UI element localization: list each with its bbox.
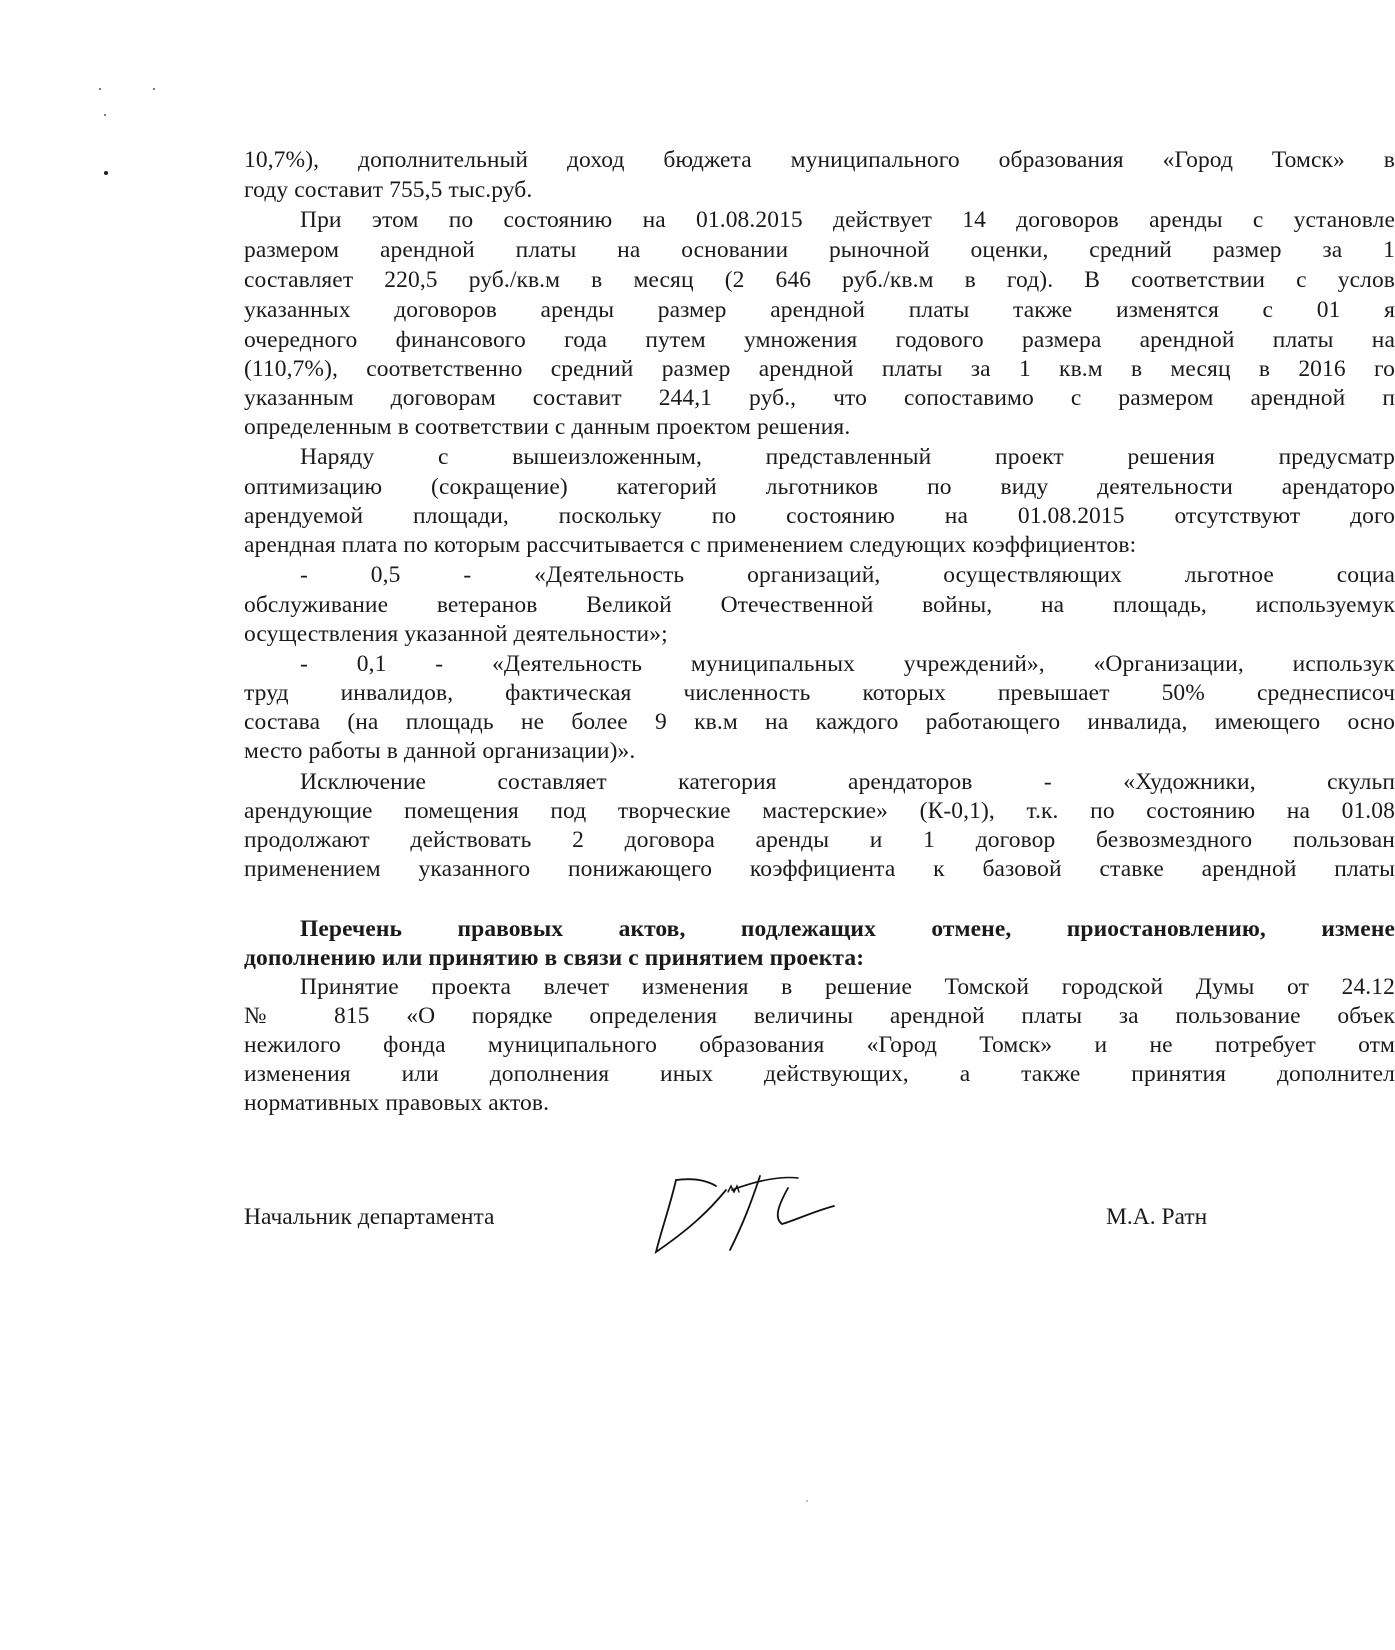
paragraph-line: оптимизацию (сокращение) категорий льготников по виду деятельности арендаторо [244,474,1395,500]
scan-speck [99,88,101,90]
scan-speck [153,88,155,90]
section-heading: Перечень правовых актов, подлежащих отмене, приостановлению, измене [300,916,1395,942]
paragraph-line: Наряду с вышеизложенным, представленный проект решения предусматр [300,444,1395,470]
handwritten-signature [648,1166,838,1258]
list-item-line: - 0,5 - «Деятельность организаций, осуществляющих льготное социа [300,562,1395,588]
paragraph-line: применением указанного понижающего коэффициента к базовой ставке арендной платы [244,856,1395,882]
scan-speck [104,114,106,116]
paragraph-line: № 815 «О порядке определения величины арендной платы за пользование объек [244,1003,1395,1029]
paragraph-line: изменения или дополнения иных действующих, а также принятия дополнител [244,1061,1395,1087]
list-item-line: обслуживание ветеранов Великой Отечественной войны, на площадь, используемук [244,592,1395,618]
paragraph-line: очередного финансового года путем умножения годового размера арендной платы на [244,327,1395,353]
paragraph-line: году составит 755,5 тыс.руб. [244,177,533,203]
list-item-line: место работы в данной организации)». [244,738,636,764]
paragraph-line: Исключение составляет категория арендаторов - «Художники, скульп [300,769,1395,795]
paragraph-line: (110,7%), соответственно средний размер арендной платы за 1 кв.м в месяц в 2016 го [244,356,1395,382]
paragraph-line: продолжают действовать 2 договора аренды и 1 договор безвозмездного пользован [244,827,1395,853]
list-item-line: осуществления указанной деятельности»; [244,621,668,647]
list-item-line: - 0,1 - «Деятельность муниципальных учреждений», «Организации, использук [300,651,1395,677]
paragraph-line: Принятие проекта влечет изменения в решение Томской городской Думы от 24.12 [300,974,1395,1000]
list-item-line: состава (на площадь не более 9 кв.м на каждого работающего инвалида, имеющего осно [244,709,1395,735]
list-item-line: труд инвалидов, фактическая численность которых превышает 50% среднесписоч [244,680,1395,706]
paragraph-line: указанным договорам составит 244,1 руб., что сопоставимо с размером арендной п [244,385,1395,411]
paragraph-line: арендуемой площади, поскольку по состоянию на 01.08.2015 отсутствуют дого [244,503,1395,529]
scan-speck [806,1500,808,1502]
signatory-name: М.А. Ратн [1106,1204,1208,1230]
paragraph-line: составляет 220,5 руб./кв.м в месяц (2 646 руб./кв.м в год). В соответствии с услов [244,267,1395,293]
paragraph-line: определенным в соответствии с данным проектом решения. [244,414,851,440]
section-heading: дополнению или принятию в связи с принятием проекта: [244,945,865,971]
paragraph-line: арендующие помещения под творческие мастерские» (К-0,1), т.к. по состоянию на 01.08 [244,798,1395,824]
paragraph-line: нормативных правовых актов. [244,1090,550,1116]
paragraph-line: При этом по состоянию на 01.08.2015 действует 14 договоров аренды с установле [300,207,1395,233]
scan-speck [104,171,108,175]
signatory-title: Начальник департамента [244,1204,495,1230]
paragraph-line: арендная плата по которым рассчитывается с применением следующих коэффициентов: [244,532,1137,558]
paragraph-line: 10,7%), дополнительный доход бюджета муниципального образования «Город Томск» в [244,147,1395,173]
paragraph-line: нежилого фонда муниципального образования «Город Томск» и не потребует отм [244,1032,1395,1058]
paragraph-line: размером арендной платы на основании рыночной оценки, средний размер за 1 [244,237,1395,263]
paragraph-line: указанных договоров аренды размер арендной платы также изменятся с 01 я [244,297,1395,323]
